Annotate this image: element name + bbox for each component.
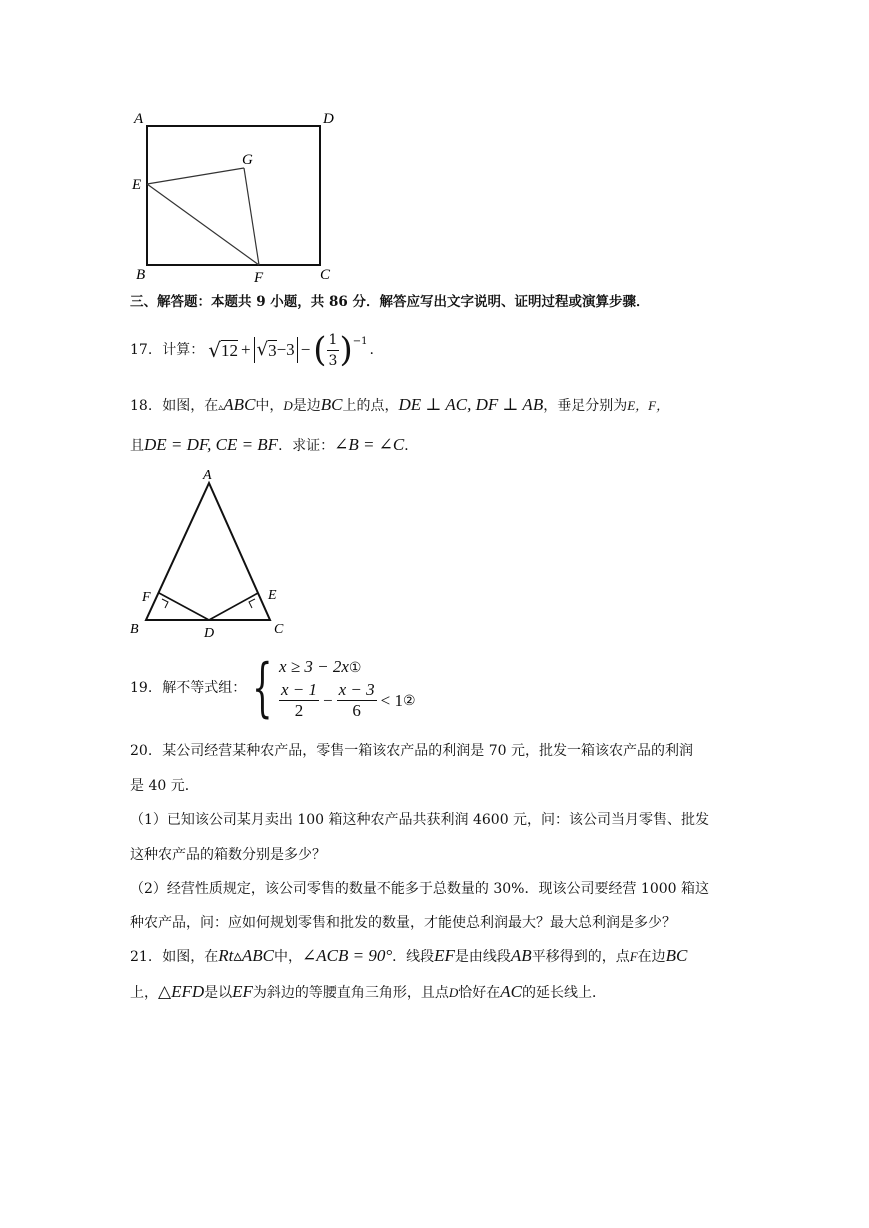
question-18-line2: 且DE = DF, CE = BF．求证：∠B = ∠C．	[130, 435, 419, 454]
question-17	[130, 330, 374, 370]
label-e: E	[132, 177, 142, 193]
question-20-part1-line1: （1）已知该公司某月卖出 100 箱这种农产品共获利润 4600 元，问：该公司当月零售、批发	[130, 812, 710, 828]
question-number: 17.	[130, 342, 153, 358]
section-heading: 三、解答题：本题共 9 小题，共 86 分．解答应写出文字说明、证明过程或演算步骤．	[130, 294, 650, 310]
label-g: G	[242, 152, 253, 168]
label-f: F	[254, 270, 264, 286]
question-20-part1-line2: 这种农产品的箱数分别是多少？	[130, 847, 326, 863]
question-20-line2: 是 40 元．	[130, 778, 199, 794]
question-21-line2: 上，△EFD是以EF为斜边的等腰直角三角形，且点D恰好在AC的延长线上．	[130, 982, 607, 1001]
label-b: B	[130, 622, 139, 637]
sqrt-12: √ 12	[208, 338, 239, 362]
question-20-part2-line1: （2）经营性质规定，该公司零售的数量不能多于总数量的 30%．现该公司要经营 1000 箱这	[130, 881, 710, 897]
question-21-line1: 21. 如图，在Rt▵ABC中，∠ACB = 90°．线段EF是由线段AB平移得到的，点F在边BC	[130, 946, 688, 965]
label-f: F	[142, 590, 151, 605]
label-b: B	[136, 267, 146, 283]
absolute-value: √ 3 −3	[254, 337, 298, 363]
label-e: E	[268, 588, 277, 603]
rectangle-abcd	[147, 126, 320, 265]
segment-eg	[147, 168, 244, 184]
label-a: A	[134, 111, 144, 127]
question-19: 19. 解不等式组： { x ≥ 3 − 2x① $\frac{x - 1}{2}$ − $\frac{x - 3}{6}$ < 1 ②	[130, 651, 416, 725]
question-prefix: 计算：	[162, 342, 205, 358]
fraction-power: ( $\frac{1}{3}$ ) $^{-1}$	[313, 330, 368, 370]
triangle-figure	[128, 465, 293, 643]
question-18-line1: 18. 如图，在▵ABC中，D是边BC上的点，DE ⊥ AC, DF ⊥ AB，垂足分别为E，F，	[130, 395, 670, 414]
segment-de	[209, 593, 258, 620]
inequality-2: $\frac{x - 1}{2}$ − $\frac{x - 3}{6}$ < 1 ②	[280, 680, 416, 720]
segment-ef	[147, 184, 259, 265]
inequality-1: x ≥ 3 − 2x①	[278, 657, 362, 676]
rectangle-figure	[128, 108, 348, 286]
segment-df	[159, 593, 209, 620]
right-angle-e	[249, 599, 255, 608]
label-a: A	[203, 468, 212, 483]
minus-sign: −	[300, 340, 311, 359]
question-20-part2-line2: 种农产品，问：应如何规划零售和批发的数量，才能使总利润最大？最大总利润是多少？	[130, 915, 676, 931]
label-c: C	[274, 622, 284, 637]
label-d: D	[323, 111, 334, 127]
right-angle-f	[162, 599, 168, 608]
triangle-abc	[146, 483, 270, 620]
label-d: D	[204, 626, 215, 641]
label-c: C	[320, 267, 331, 283]
plus-sign: +	[241, 340, 251, 359]
segment-gf	[244, 168, 259, 265]
end-period: .	[369, 342, 374, 358]
question-20-line1: 20. 某公司经营某种农产品，零售一箱该农产品的利润是 70 元，批发一箱该农产品的利润	[130, 743, 693, 759]
